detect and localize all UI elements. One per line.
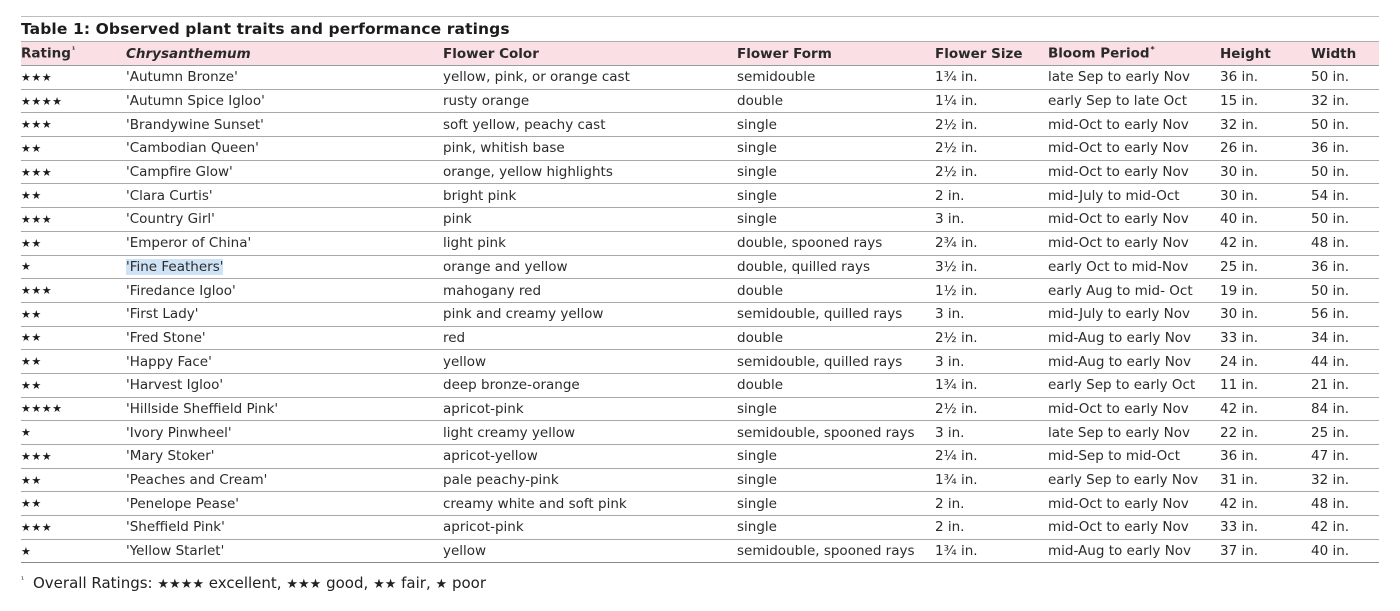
width-cell: 48 in. <box>1311 231 1379 255</box>
table-row[interactable] <box>21 113 1379 137</box>
excellent-label: excellent, <box>208 574 282 592</box>
height-cell: 25 in. <box>1220 255 1311 279</box>
table-row[interactable] <box>21 397 1379 421</box>
flower-color-cell: yellow, pink, or orange cast <box>443 66 737 90</box>
header-height[interactable]: Height <box>1220 42 1311 66</box>
height-cell: 24 in. <box>1220 350 1311 374</box>
table-row[interactable] <box>21 137 1379 161</box>
table-row[interactable] <box>21 326 1379 350</box>
table-row[interactable] <box>21 350 1379 374</box>
height-cell: 36 in. <box>1220 66 1311 90</box>
cultivar-name-cell: 'Autumn Bronze' <box>126 66 443 90</box>
flower-color-cell: pale peachy-pink <box>443 468 737 492</box>
header-flower-color[interactable]: Flower Color <box>443 42 737 66</box>
header-width[interactable]: Width <box>1311 42 1379 66</box>
cultivar-name-cell: 'Emperor of China' <box>126 231 443 255</box>
table-container <box>21 16 1379 563</box>
width-cell: 21 in. <box>1311 373 1379 397</box>
flower-color-cell: soft yellow, peachy cast <box>443 113 737 137</box>
table-row[interactable] <box>21 302 1379 326</box>
table-row[interactable] <box>21 184 1379 208</box>
width-cell: 50 in. <box>1311 279 1379 303</box>
bloom-period-cell: mid-Oct to early Nov <box>1048 492 1220 516</box>
width-cell: 56 in. <box>1311 302 1379 326</box>
height-cell: 15 in. <box>1220 89 1311 113</box>
bloom-period-cell: mid-Oct to early Nov <box>1048 208 1220 232</box>
width-cell: 34 in. <box>1311 326 1379 350</box>
cultivar-name-cell: 'Brandywine Sunset' <box>126 113 443 137</box>
height-cell: 30 in. <box>1220 160 1311 184</box>
bloom-period-cell: mid-Aug to early Nov <box>1048 326 1220 350</box>
rating-cell: ★★ <box>21 350 126 374</box>
bloom-period-cell: early Aug to mid- Oct <box>1048 279 1220 303</box>
cultivar-name-cell: 'Ivory Pinwheel' <box>126 421 443 445</box>
cultivar-name-cell: 'Penelope Pease' <box>126 492 443 516</box>
flower-form-cell: single <box>737 445 935 469</box>
rating-cell: ★★★ <box>21 113 126 137</box>
cultivar-name-cell: 'Yellow Starlet' <box>126 539 443 563</box>
rating-cell: ★★★ <box>21 516 126 540</box>
header-flower-form[interactable]: Flower Form <box>737 42 935 66</box>
bloom-period-cell: late Sep to early Nov <box>1048 421 1220 445</box>
height-cell: 33 in. <box>1220 516 1311 540</box>
table-row[interactable] <box>21 160 1379 184</box>
rating-cell: ★★ <box>21 231 126 255</box>
table-row[interactable] <box>21 231 1379 255</box>
table-row[interactable] <box>21 445 1379 469</box>
flower-size-cell: 3½ in. <box>935 255 1048 279</box>
footnote-mark: ¹ <box>21 575 25 584</box>
header-rating[interactable] <box>21 42 126 66</box>
flower-form-cell: semidouble, spooned rays <box>737 539 935 563</box>
flower-size-cell: 3 in. <box>935 302 1048 326</box>
poor-label: poor <box>451 574 486 592</box>
rating-cell: ★ <box>21 421 126 445</box>
cultivar-name-cell: 'Country Girl' <box>126 208 443 232</box>
bloom-period-cell: late Sep to early Nov <box>1048 66 1220 90</box>
rating-cell: ★ <box>21 539 126 563</box>
cultivar-name-cell: 'Mary Stoker' <box>126 445 443 469</box>
cultivar-name-cell: 'Clara Curtis' <box>126 184 443 208</box>
height-cell: 22 in. <box>1220 421 1311 445</box>
table-body <box>21 66 1379 563</box>
ratings-footnote <box>21 574 486 592</box>
flower-color-cell: light creamy yellow <box>443 421 737 445</box>
flower-form-cell: single <box>737 516 935 540</box>
width-cell: 47 in. <box>1311 445 1379 469</box>
flower-color-cell: apricot-pink <box>443 516 737 540</box>
flower-size-cell: 1½ in. <box>935 279 1048 303</box>
flower-color-cell: apricot-pink <box>443 397 737 421</box>
table-row[interactable] <box>21 421 1379 445</box>
cultivar-name-cell: 'Hillside Sheffield Pink' <box>126 397 443 421</box>
bloom-period-cell: mid-July to early Nov <box>1048 302 1220 326</box>
rating-cell: ★★ <box>21 468 126 492</box>
flower-color-cell: pink and creamy yellow <box>443 302 737 326</box>
bloom-period-cell: mid-Sep to mid-Oct <box>1048 445 1220 469</box>
bloom-period-cell: mid-Aug to early Nov <box>1048 350 1220 374</box>
header-rating-label: Rating <box>21 45 71 62</box>
bloom-period-cell: mid-Oct to early Nov <box>1048 160 1220 184</box>
height-cell: 19 in. <box>1220 279 1311 303</box>
flower-size-cell: 1¾ in. <box>935 66 1048 90</box>
good-label: good, <box>326 574 369 592</box>
flower-size-cell: 3 in. <box>935 208 1048 232</box>
flower-size-cell: 3 in. <box>935 421 1048 445</box>
cultivar-name-cell: 'Harvest Igloo' <box>126 373 443 397</box>
width-cell: 42 in. <box>1311 516 1379 540</box>
fair-label: fair, <box>401 574 431 592</box>
flower-form-cell: double <box>737 326 935 350</box>
cultivar-name-cell: 'First Lady' <box>126 302 443 326</box>
rating-cell: ★★★★ <box>21 89 126 113</box>
flower-form-cell: semidouble, quilled rays <box>737 302 935 326</box>
cultivar-name-cell: 'Autumn Spice Igloo' <box>126 89 443 113</box>
bloom-period-cell: mid-Oct to early Nov <box>1048 113 1220 137</box>
rating-cell: ★★★★ <box>21 397 126 421</box>
flower-color-cell: yellow <box>443 539 737 563</box>
width-cell: 36 in. <box>1311 137 1379 161</box>
height-cell: 37 in. <box>1220 539 1311 563</box>
flower-form-cell: single <box>737 113 935 137</box>
flower-size-cell: 2½ in. <box>935 113 1048 137</box>
flower-color-cell: mahogany red <box>443 279 737 303</box>
rating-cell: ★★ <box>21 373 126 397</box>
flower-color-cell: orange and yellow <box>443 255 737 279</box>
flower-color-cell: bright pink <box>443 184 737 208</box>
selected-text[interactable]: 'Fine Feathers' <box>126 258 224 275</box>
flower-size-cell: 2¼ in. <box>935 445 1048 469</box>
flower-color-cell: yellow <box>443 350 737 374</box>
flower-color-cell: deep bronze-orange <box>443 373 737 397</box>
rating-cell: ★★★ <box>21 208 126 232</box>
table-row[interactable] <box>21 255 1379 279</box>
cultivar-name-cell: 'Happy Face' <box>126 350 443 374</box>
table-row[interactable] <box>21 373 1379 397</box>
flower-color-cell: red <box>443 326 737 350</box>
height-cell: 31 in. <box>1220 468 1311 492</box>
rating-cell: ★★ <box>21 302 126 326</box>
cultivar-name-cell: 'Cambodian Queen' <box>126 137 443 161</box>
footnote-lead: Overall Ratings: <box>33 574 153 592</box>
header-bloom-label: Bloom Period <box>1048 45 1150 62</box>
height-cell: 32 in. <box>1220 113 1311 137</box>
flower-size-cell: 1¾ in. <box>935 539 1048 563</box>
table-row[interactable] <box>21 468 1379 492</box>
height-cell: 30 in. <box>1220 184 1311 208</box>
rating-cell: ★★★ <box>21 279 126 303</box>
width-cell: 32 in. <box>1311 468 1379 492</box>
width-cell: 50 in. <box>1311 160 1379 184</box>
width-cell: 25 in. <box>1311 421 1379 445</box>
table-row[interactable] <box>21 208 1379 232</box>
cultivar-name-cell: 'Firedance Igloo' <box>126 279 443 303</box>
flower-size-cell: 2 in. <box>935 516 1048 540</box>
table-row[interactable] <box>21 66 1379 90</box>
flower-form-cell: double, quilled rays <box>737 255 935 279</box>
flower-size-cell: 2 in. <box>935 184 1048 208</box>
flower-form-cell: single <box>737 137 935 161</box>
flower-color-cell: light pink <box>443 231 737 255</box>
rating-cell: ★★ <box>21 326 126 350</box>
flower-color-cell: apricot-yellow <box>443 445 737 469</box>
flower-form-cell: single <box>737 492 935 516</box>
width-cell: 50 in. <box>1311 208 1379 232</box>
flower-size-cell: 2½ in. <box>935 160 1048 184</box>
bloom-period-cell: mid-Oct to early Nov <box>1048 231 1220 255</box>
flower-form-cell: single <box>737 208 935 232</box>
flower-color-cell: orange, yellow highlights <box>443 160 737 184</box>
bloom-period-cell: mid-Oct to early Nov <box>1048 516 1220 540</box>
width-cell: 54 in. <box>1311 184 1379 208</box>
height-cell: 30 in. <box>1220 302 1311 326</box>
bloom-footnote-mark: * <box>1150 45 1155 55</box>
width-cell: 50 in. <box>1311 66 1379 90</box>
table-row[interactable] <box>21 279 1379 303</box>
header-bloom-period[interactable] <box>1048 42 1220 66</box>
width-cell: 32 in. <box>1311 89 1379 113</box>
rating-cell: ★ <box>21 255 126 279</box>
flower-form-cell: single <box>737 184 935 208</box>
cultivar-name-cell: 'Sheffield Pink' <box>126 516 443 540</box>
table-row[interactable] <box>21 89 1379 113</box>
flower-size-cell: 2½ in. <box>935 326 1048 350</box>
flower-size-cell: 2½ in. <box>935 137 1048 161</box>
flower-form-cell: double <box>737 279 935 303</box>
height-cell: 42 in. <box>1220 397 1311 421</box>
height-cell: 42 in. <box>1220 231 1311 255</box>
bloom-period-cell: early Oct to mid-Nov <box>1048 255 1220 279</box>
flower-size-cell: 2½ in. <box>935 397 1048 421</box>
table-row[interactable] <box>21 516 1379 540</box>
width-cell: 48 in. <box>1311 492 1379 516</box>
height-cell: 42 in. <box>1220 492 1311 516</box>
flower-color-cell: rusty orange <box>443 89 737 113</box>
flower-size-cell: 1¾ in. <box>935 373 1048 397</box>
width-cell: 84 in. <box>1311 397 1379 421</box>
flower-color-cell: creamy white and soft pink <box>443 492 737 516</box>
width-cell: 44 in. <box>1311 350 1379 374</box>
flower-size-cell: 1¾ in. <box>935 468 1048 492</box>
bloom-period-cell: mid-Oct to early Nov <box>1048 137 1220 161</box>
height-cell: 36 in. <box>1220 445 1311 469</box>
width-cell: 50 in. <box>1311 113 1379 137</box>
table-row[interactable] <box>21 492 1379 516</box>
bloom-period-cell: early Sep to early Nov <box>1048 468 1220 492</box>
rating-cell: ★★ <box>21 137 126 161</box>
flower-size-cell: 1¼ in. <box>935 89 1048 113</box>
width-cell: 40 in. <box>1311 539 1379 563</box>
poor-stars: ★ <box>435 577 448 592</box>
flower-form-cell: semidouble, spooned rays <box>737 421 935 445</box>
flower-size-cell: 3 in. <box>935 350 1048 374</box>
cultivar-name-cell: 'Fred Stone' <box>126 326 443 350</box>
flower-color-cell: pink <box>443 208 737 232</box>
flower-form-cell: double <box>737 373 935 397</box>
plant-traits-table <box>21 41 1379 563</box>
cultivar-name-cell <box>126 255 443 279</box>
header-row <box>21 42 1379 66</box>
rating-cell: ★★★ <box>21 160 126 184</box>
excellent-stars: ★★★★ <box>157 577 205 592</box>
height-cell: 33 in. <box>1220 326 1311 350</box>
width-cell: 36 in. <box>1311 255 1379 279</box>
bloom-period-cell: mid-Oct to early Nov <box>1048 397 1220 421</box>
cultivar-name-cell: 'Peaches and Cream' <box>126 468 443 492</box>
bloom-period-cell: mid-Aug to early Nov <box>1048 539 1220 563</box>
bloom-period-cell: mid-July to mid-Oct <box>1048 184 1220 208</box>
table-caption: Table 1: Observed plant traits and performance ratings <box>21 16 1379 41</box>
header-flower-size[interactable]: Flower Size <box>935 42 1048 66</box>
cultivar-name-cell: 'Campfire Glow' <box>126 160 443 184</box>
header-cultivar[interactable]: Chrysanthemum <box>126 42 443 66</box>
rating-cell: ★★★ <box>21 445 126 469</box>
bloom-period-cell: early Sep to early Oct <box>1048 373 1220 397</box>
flower-size-cell: 2¾ in. <box>935 231 1048 255</box>
flower-form-cell: single <box>737 468 935 492</box>
flower-form-cell: single <box>737 160 935 184</box>
height-cell: 26 in. <box>1220 137 1311 161</box>
height-cell: 11 in. <box>1220 373 1311 397</box>
fair-stars: ★★ <box>373 577 397 592</box>
flower-form-cell: semidouble <box>737 66 935 90</box>
height-cell: 40 in. <box>1220 208 1311 232</box>
table-row[interactable] <box>21 539 1379 563</box>
good-stars: ★★★ <box>286 577 322 592</box>
rating-footnote-mark: ¹ <box>71 45 76 55</box>
rating-cell: ★★ <box>21 184 126 208</box>
flower-form-cell: single <box>737 397 935 421</box>
flower-size-cell: 2 in. <box>935 492 1048 516</box>
rating-cell: ★★ <box>21 492 126 516</box>
flower-form-cell: double <box>737 89 935 113</box>
bloom-period-cell: early Sep to late Oct <box>1048 89 1220 113</box>
flower-color-cell: pink, whitish base <box>443 137 737 161</box>
flower-form-cell: double, spooned rays <box>737 231 935 255</box>
flower-form-cell: semidouble, quilled rays <box>737 350 935 374</box>
rating-cell: ★★★ <box>21 66 126 90</box>
